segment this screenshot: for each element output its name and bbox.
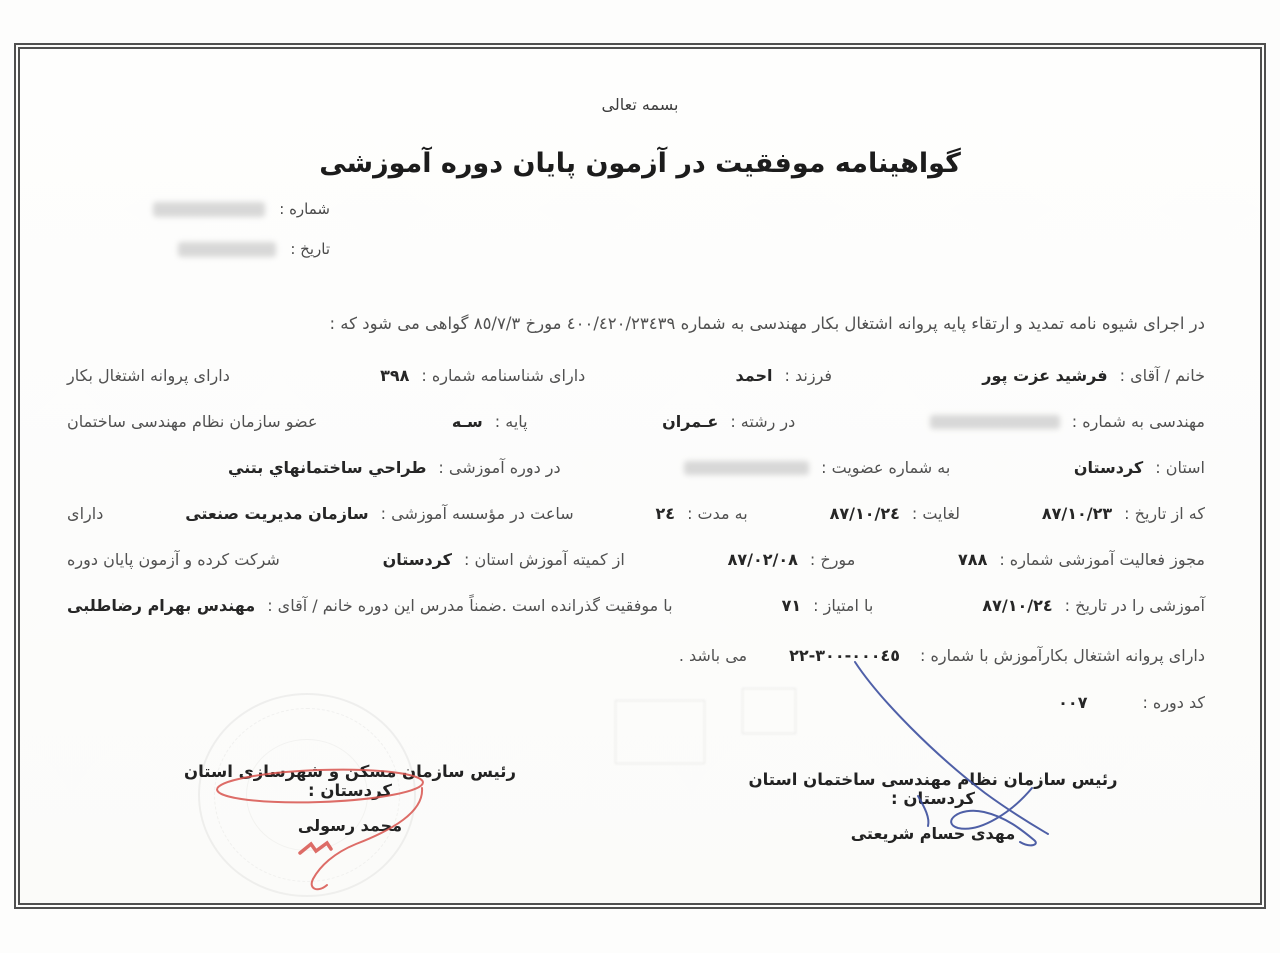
institute-label: ساعت در مؤسسه آموزشی : (380, 504, 574, 523)
redacted-membership-number (684, 461, 809, 475)
to-date-label: لغایت : (911, 504, 960, 523)
to-date: ٨٧/١٠/٢٤ (829, 504, 900, 523)
passed-text: با موفقیت گذرانده است .ضمناً مدرس این دوره خانم / آقای : (267, 596, 673, 615)
course-code-label: کد دوره : (1142, 693, 1205, 712)
signature-left-title: رئیس سازمان مسکن و شهرسازی استان کردستان : (184, 762, 516, 800)
permit-date-label: مورخ : (809, 550, 856, 569)
certificate-title: گواهینامه موفقیت در آزمون پایان دوره آموزشی (319, 148, 961, 179)
date-label: تاریخ : (290, 240, 330, 258)
province-value: کردستان (1073, 458, 1144, 477)
course-code-row (1058, 693, 1205, 712)
redacted-license-number (930, 415, 1060, 429)
signature-left-name: محمد رسولی (297, 816, 403, 835)
body-line-trainer-license (679, 646, 1205, 665)
from-date: ٨٧/١٠/٢٣ (1041, 504, 1113, 523)
body-line-exam (67, 596, 1205, 615)
redacted-date-value (178, 242, 276, 257)
permit-number: ٧٨٨ (958, 550, 988, 569)
serial-number-row (153, 200, 330, 218)
redacted-serial-value (153, 202, 265, 217)
id-card-number: ٣٩٨ (380, 366, 410, 385)
course-name: طراحي ساختمانهاي بتني (228, 458, 427, 477)
line6-tail: شرکت کرده و آزمون پایان دوره (67, 550, 280, 569)
course-label: در دوره آموزشی : (438, 458, 561, 477)
score-value: ٧١ (781, 596, 802, 615)
body-line-permit (67, 550, 1205, 569)
bismillah: بسمه تعالی (601, 95, 679, 114)
grade-label: پایه : (494, 412, 528, 431)
id-card-label: دارای شناسنامه شماره : (421, 366, 586, 385)
committee-province: کردستان (382, 550, 452, 569)
signature-right-name: مهدی حسام شریعتی (850, 824, 1016, 843)
field-label: در رشته : (730, 412, 796, 431)
signature-left-block (150, 762, 550, 835)
line5-tail: دارای (67, 504, 104, 523)
intro-text: در اجرای شیوه نامه تمدید و ارتقاء پایه پروانه اشتغال بکار مهندسی به شماره ٤٠٠/٤٢٠/٢٣٤٣٩ مورخ ٨٥/٧/٣ گواهی می شود که : (329, 314, 1205, 333)
permit-date: ٨٧/٠٢/٠٨ (727, 550, 798, 569)
line8-tail: می باشد . (678, 646, 748, 665)
line2-tail: دارای پروانه اشتغال بکار (67, 366, 230, 385)
exam-date: ٨٧/١٠/٢٤ (982, 596, 1053, 615)
score-label: با امتیاز : (813, 596, 874, 615)
father-label: فرزند : (784, 366, 833, 385)
line3-tail: عضو سازمان نظام مهندسی ساختمان (67, 412, 318, 431)
body-line-province (228, 458, 1205, 477)
field-value: عـمران (662, 412, 719, 431)
grade-value: سـه (451, 412, 483, 431)
applicant-name: فرشید عزت پور (982, 366, 1108, 385)
duration-label: به مدت : (687, 504, 748, 523)
permit-number-label: مجوز فعالیت آموزشی شماره : (999, 550, 1205, 569)
signature-right-block (738, 770, 1128, 843)
engineering-number-label: مهندسی به شماره : (1071, 412, 1205, 431)
province-label: استان : (1155, 458, 1205, 477)
exam-date-label: آموزشی را در تاریخ : (1064, 596, 1205, 615)
trainer-license-label: دارای پروانه اشتغال بکارآموزش با شماره : (920, 646, 1205, 665)
father-name: احمد (735, 366, 773, 385)
from-date-label: که از تاریخ : (1124, 504, 1205, 523)
committee-label: از کمیته آموزش استان : (463, 550, 625, 569)
duration-value: ٢٤ (655, 504, 676, 523)
body-line-applicant (67, 366, 1205, 385)
applicant-label: خانم / آقای : (1119, 366, 1205, 385)
trainer-license-number: ٢٢-٣٠٠-٠٠٠٤٥ (789, 646, 901, 665)
course-code-value: ٠٠٧ (1058, 693, 1088, 712)
date-row (178, 240, 330, 258)
intro-line (330, 314, 1206, 333)
body-line-license (67, 412, 1205, 431)
signature-right-title: رئیس سازمان نظام مهندسی ساختمان استان کردستان : (748, 770, 1118, 808)
body-line-dates (67, 504, 1205, 523)
institute-name: سازمان مدیریت صنعتی (185, 504, 369, 523)
serial-number-label: شماره : (279, 200, 330, 218)
membership-label: به شماره عضویت : (821, 458, 951, 477)
instructor-name: مهندس بهرام رضاطلبی (67, 596, 256, 615)
